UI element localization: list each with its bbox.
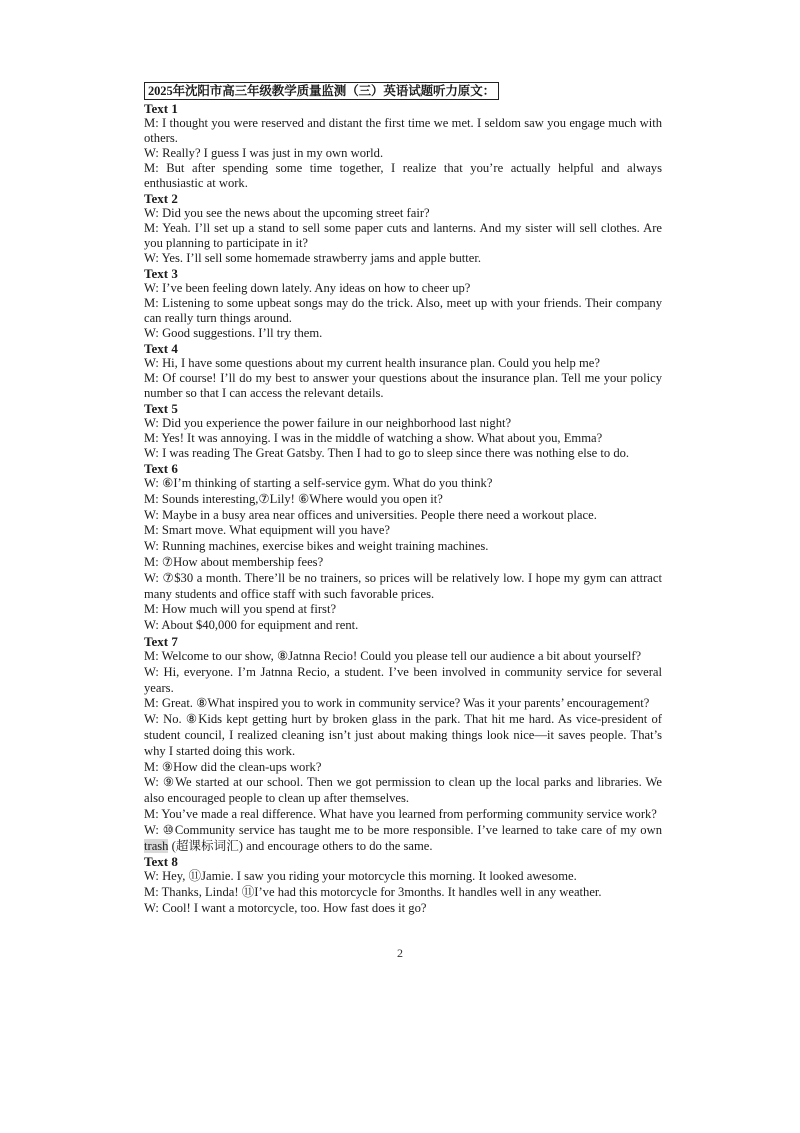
dialogue-line: M: Welcome to our show, ⑧Jatnna Recio! Could you please tell our audience a bit about yourself?	[144, 648, 642, 663]
section-heading: Text 7	[144, 633, 178, 649]
text-section-8	[144, 854, 662, 916]
dialogue-line: W: Really? I guess I was just in my own world.	[144, 146, 384, 160]
text-section-7	[144, 634, 662, 854]
dialogue-line: M: Yes! It was annoying. I was in the middle of watching a show. What about you, Emma?	[144, 431, 603, 445]
dialogue-line: W: Good suggestions. I’ll try them.	[144, 326, 323, 340]
dialogue-line: M: Sounds interesting,⑦Lily! ⑥Where would you open it?	[144, 491, 443, 506]
dialogue-line: W: ⑦$30 a month. There’ll be no trainers, so prices will be relatively low. I hope my gym can attract many students and office staff with such favorable prices.	[144, 570, 662, 601]
dialogue-line: M: I thought you were reserved and distant the first time we met. I seldom saw you engage much with others.	[144, 116, 662, 145]
text-section-6	[144, 461, 662, 634]
text-section-1	[144, 101, 662, 191]
section-heading: Text 8	[144, 854, 178, 870]
document-title: 2025年沈阳市高三年级教学质量监测（三）英语试题听力原文：	[144, 82, 499, 100]
dialogue-line: M: But after spending some time together, I realize that you’re actually helpful and always enthusiastic at work.	[144, 161, 662, 190]
highlighted-word: trash	[144, 838, 169, 853]
dialogue-line: W: Maybe in a busy area near offices and universities. People there need a workout place.	[144, 507, 597, 522]
dialogue-line: W: Did you see the news about the upcoming street fair?	[144, 206, 430, 220]
dialogue-line: M: Smart move. What equipment will you have?	[144, 523, 390, 538]
section-heading: Text 6	[144, 461, 178, 476]
dialogue-line: W: ⑨We started at our school. Then we got permission to clean up the local parks and libraries. We also encouraged people to clean up after themselves.	[144, 775, 662, 806]
dialogue-line: W: Running machines, exercise bikes and weight training machines.	[144, 539, 489, 554]
section-heading: Text 5	[144, 401, 178, 416]
section-heading: Text 2	[144, 191, 178, 206]
section-heading: Text 4	[144, 341, 178, 356]
dialogue-line: M: ⑨How did the clean-ups work?	[144, 759, 322, 774]
page-number: 2	[397, 946, 403, 960]
text-section-4	[144, 341, 662, 401]
dialogue-line: W: No. ⑧Kids kept getting hurt by broken glass in the park. That hit me hard. As vice-president of student council, I realized cleaning isn’t just about making things look nice—it saves people. That’s why I started doing this work.	[144, 712, 662, 758]
dialogue-line: M: Yeah. I’ll set up a stand to sell some paper cuts and lanterns. And my sister will sell clothes. Are you planning to participate in it?	[144, 221, 662, 250]
dialogue-line: W: I’ve been feeling down lately. Any ideas on how to cheer up?	[144, 281, 471, 295]
text-section-5	[144, 401, 662, 461]
document-page	[144, 82, 662, 917]
section-heading: Text 3	[144, 266, 178, 281]
section-heading: Text 1	[144, 101, 178, 116]
dialogue-line: W: I was reading The Great Gatsby. Then I had to go to sleep since there was nothing else to do.	[144, 446, 630, 460]
dialogue-line: W: Hey, ⑪Jamie. I saw you riding your motorcycle this morning. It looked awesome.	[144, 869, 577, 884]
dialogue-line: M: How much will you spend at first?	[144, 602, 337, 617]
dialogue-line	[144, 823, 662, 855]
dialogue-line: M: Of course! I’ll do my best to answer your questions about the insurance plan. Tell me your policy number so that I can access the relevant details.	[144, 371, 662, 400]
dialogue-line: M: Great. ⑧What inspired you to work in community service? Was it your parents’ encouragement?	[144, 696, 650, 711]
dialogue-line: M: Listening to some upbeat songs may do the trick. Also, meet up with your friends. Their company can really turn things around.	[144, 296, 662, 325]
text-section-2	[144, 191, 662, 266]
dialogue-line: W: About $40,000 for equipment and rent.	[144, 618, 359, 633]
line-text-after: (超课标词汇) and encourage others to do the same.	[168, 838, 433, 853]
line-text-before: W: ⑩Community service has taught me to be more responsible. I’ve learned to take care of my own	[144, 822, 662, 837]
dialogue-line: W: ⑥I’m thinking of starting a self-service gym. What do you think?	[144, 476, 493, 490]
dialogue-line: M: Thanks, Linda! ⑪I’ve had this motorcycle for 3months. It handles well in any weather.	[144, 885, 602, 900]
dialogue-line: W: Cool! I want a motorcycle, too. How fast does it go?	[144, 900, 427, 915]
text-section-3	[144, 266, 662, 341]
dialogue-line: W: Did you experience the power failure in our neighborhood last night?	[144, 416, 512, 430]
dialogue-line: M: ⑦How about membership fees?	[144, 554, 324, 569]
dialogue-line: W: Hi, I have some questions about my current health insurance plan. Could you help me?	[144, 356, 600, 370]
dialogue-line: W: Yes. I’ll sell some homemade strawberry jams and apple butter.	[144, 251, 482, 265]
dialogue-line: W: Hi, everyone. I’m Jatnna Recio, a student. I’ve been involved in community service for several years.	[144, 664, 662, 695]
dialogue-line: M: You’ve made a real difference. What have you learned from performing community service work?	[144, 806, 657, 821]
